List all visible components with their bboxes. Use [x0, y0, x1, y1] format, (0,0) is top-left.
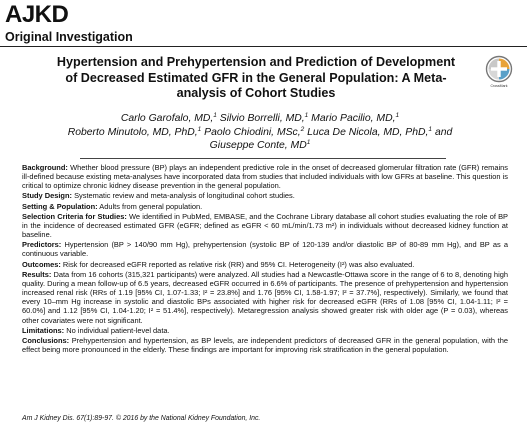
abstract-heading: Outcomes: — [22, 259, 61, 269]
abstract-setting — [22, 202, 508, 211]
citation: Am J Kidney Dis. 67(1):89-97. © 2016 by the National Kidney Foundation, Inc. — [22, 415, 261, 422]
abstract-divider — [80, 158, 446, 159]
abstract-text: Adults from general population. — [97, 201, 203, 211]
author[interactable]: Carlo Garofalo, MD,$^1$ — [120, 112, 217, 124]
abstract-text: We identified in PubMed, EMBASE, and the Cochrane Library database all cohort studies evaluating the role of BP in the incidence of decreased estimated GFR (eGFR; defined as eGFR < 60 mL/min/1.73 m²) in individuals without decreased kidney function at baseline. — [22, 211, 508, 240]
abstract-text: Risk for decreased eGFR reported as relative risk (RR) and 95% CI. Heterogeneity (I²) was also evaluated. — [60, 259, 415, 269]
abstract-heading: Selection Criteria for Studies: — [22, 211, 127, 221]
crossmark-icon — [484, 55, 514, 83]
author[interactable]: Mario Pacilio, MD,$^1$ — [311, 112, 400, 124]
abstract-study-design — [22, 191, 508, 200]
author[interactable]: Giuseppe Conte, $MD^1$ — [209, 139, 311, 152]
author[interactable]: Silvio Borrelli, MD,$^1$ — [219, 112, 309, 124]
journal-logo: AJKD — [5, 1, 69, 28]
article-title: Hypertension and Prehypertension and Prediction of Development of Decreased Estimated GFR in the General Population: A Meta-analysis of Cohort Studies — [56, 55, 456, 100]
abstract-heading: Limitations: — [22, 325, 65, 335]
abstract-limitations — [22, 326, 508, 335]
abstract-heading: Predictors: — [22, 240, 62, 250]
author[interactable]: Paolo Chiodini, MSc,$^2$ — [204, 125, 305, 138]
abstract-heading: Setting & Population: — [22, 201, 98, 211]
abstract-text: Hypertension (BP > 140/90 mm Hg), prehypertension (systolic BP of 120-139 and/or diastolic BP of 80-89 mm Hg), and BP as a continuous variable. — [22, 240, 508, 259]
header-divider — [0, 46, 527, 47]
abstract-conclusions — [22, 336, 508, 354]
abstract-results — [22, 270, 508, 325]
author[interactable]: Roberto Minutolo, MD, PhD,$^1$ — [67, 125, 202, 138]
abstract-text: Data from 16 cohorts (315,321 participants) were analyzed. All studies had a Newcastle-Ottawa score in the range of 6 to 8, denoting high quality. During a mean follow-up of 6.5 years, decreased eGFR occurred in 6.6% of participants. The presence of prehypertension and hypertension increased renal risk (RRs of 1.19 [95% CI, 1.07-1.33; I² = 23.8%] and 1.76 [95% CI, 1.58-1.97; I² = 37.7%], respectively). Similarly, we found that every 10–mm Hg increase in systolic and diastolic BPs associated with higher risk for decreased eGFR (RRs of 1.08 [95% CI, 1.04-1.11; I² = 60.0%] and 1.12 [95% CI, 1.04-1.20; I² = 51.4%], respectively). Metaregression analysis showed greater risk with older age (P = 0.03), whereas other covariates were not significant. — [22, 269, 508, 325]
abstract — [22, 163, 508, 355]
abstract-text: No individual patient-level data. — [64, 325, 170, 335]
abstract-text: Whether blood pressure (BP) plays an independent predictive role in the onset of decreased glomerular filtration rate (GFR) remains ill-defined because existing meta-analyses have incorporated data from studies that included individuals with low GFRs at baseline. This question is critical to optimize chronic kidney disease prevention in the general population. — [22, 163, 508, 191]
author-list — [20, 112, 500, 153]
abstract-heading: Results: — [22, 269, 52, 279]
abstract-heading: Background: — [22, 163, 68, 172]
abstract-predictors — [22, 240, 508, 258]
abstract-selection — [22, 212, 508, 239]
abstract-text: Prehypertension and hypertension, as BP levels, are independent predictors of decreased GFR in the general population, with the effect being more pronounced in the elderly. These findings are important for improving risk stratification in the general population. — [22, 335, 508, 354]
author[interactable]: Luca De Nicola, MD, PhD,$^1$ — [307, 125, 433, 138]
abstract-text: Systematic review and meta-analysis of longitudinal cohort studies. — [72, 191, 295, 201]
abstract-heading: Study Design: — [22, 191, 72, 201]
section-label: Original Investigation — [5, 30, 133, 44]
crossmark-label: CrossMark — [490, 84, 508, 88]
abstract-heading: Conclusions: — [22, 335, 70, 345]
author-conjunction: and — [434, 126, 453, 138]
abstract-background — [22, 163, 508, 190]
abstract-outcomes — [22, 260, 508, 269]
